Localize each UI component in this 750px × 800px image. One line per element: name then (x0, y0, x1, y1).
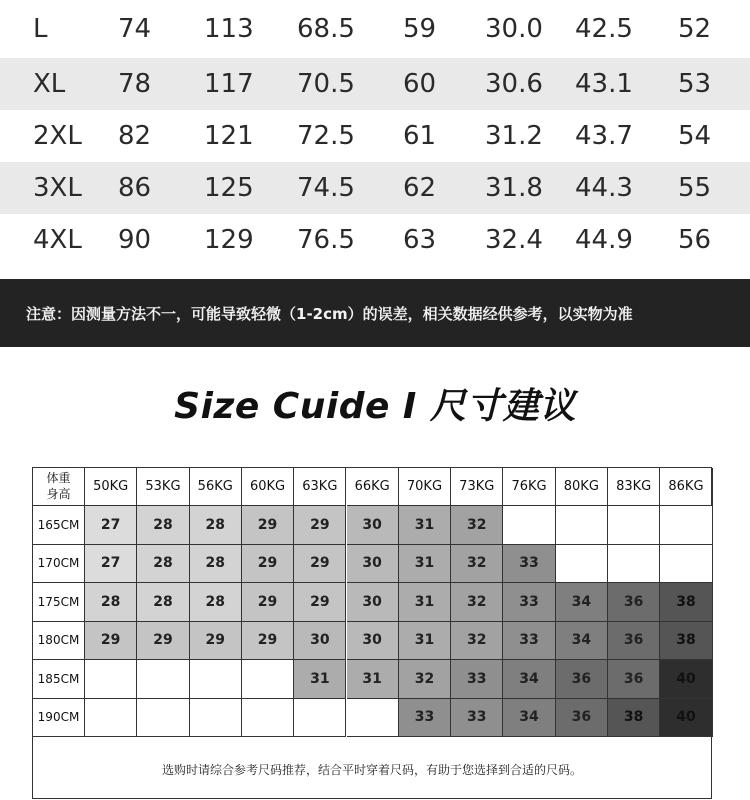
measurement-value: 59 (403, 14, 437, 44)
measurement-value: 61 (403, 121, 437, 151)
recommended-size-cell (503, 506, 555, 545)
measurement-value: 113 (204, 14, 254, 44)
recommended-size-cell: 34 (556, 622, 608, 661)
measurement-value: 78 (118, 69, 152, 99)
recommended-size-cell: 38 (660, 622, 712, 661)
size-label: 4XL (33, 225, 82, 255)
measurement-row (0, 214, 750, 266)
recommended-size-cell: 31 (347, 660, 399, 699)
measurement-value: 70.5 (297, 69, 355, 99)
measurement-value: 56 (678, 225, 712, 255)
weight-column-header: 50KG (85, 468, 137, 506)
recommended-size-cell: 30 (294, 622, 346, 661)
measurement-row (0, 58, 750, 110)
measurement-value: 72.5 (297, 121, 355, 151)
recommended-size-cell (608, 545, 660, 584)
recommended-size-cell (556, 545, 608, 584)
recommended-size-cell: 31 (294, 660, 346, 699)
size-label: XL (33, 69, 66, 99)
weight-column-header: 66KG (347, 468, 399, 506)
measurement-row (0, 110, 750, 162)
recommended-size-cell: 30 (347, 583, 399, 622)
weight-column-header: 53KG (137, 468, 189, 506)
height-row-header: 190CM (33, 699, 85, 738)
size-label: 3XL (33, 173, 82, 203)
recommended-size-cell: 31 (399, 622, 451, 661)
recommended-size-cell: 33 (451, 699, 503, 738)
recommended-size-cell: 28 (137, 506, 189, 545)
measurement-value: 52 (678, 14, 712, 44)
recommended-size-cell (242, 660, 294, 699)
weight-column-header: 80KG (556, 468, 608, 506)
recommended-size-cell (556, 506, 608, 545)
recommended-size-cell: 33 (503, 583, 555, 622)
recommended-size-cell: 29 (242, 545, 294, 584)
measurement-value: 43.1 (575, 69, 633, 99)
weight-column-header: 83KG (608, 468, 660, 506)
recommended-size-cell: 28 (137, 545, 189, 584)
weight-column-header: 60KG (242, 468, 294, 506)
weight-column-header: 56KG (190, 468, 242, 506)
height-row-header: 180CM (33, 622, 85, 661)
recommended-size-cell: 29 (294, 583, 346, 622)
measurement-value: 31.2 (485, 121, 543, 151)
recommended-size-cell (242, 699, 294, 738)
weight-column-header: 70KG (399, 468, 451, 506)
recommended-size-cell: 29 (294, 545, 346, 584)
measurement-value: 63 (403, 225, 437, 255)
recommended-size-cell (660, 545, 712, 584)
recommended-size-cell: 33 (503, 545, 555, 584)
recommended-size-cell: 36 (556, 699, 608, 738)
recommended-size-cell (608, 506, 660, 545)
recommended-size-cell (137, 660, 189, 699)
recommended-size-cell (190, 660, 242, 699)
measurement-value: 30.0 (485, 14, 543, 44)
measurement-value: 74.5 (297, 173, 355, 203)
recommended-size-cell: 28 (190, 583, 242, 622)
measurement-value: 53 (678, 69, 712, 99)
measurement-value: 32.4 (485, 225, 543, 255)
recommended-size-cell: 32 (451, 545, 503, 584)
weight-column-header: 76KG (503, 468, 555, 506)
recommended-size-cell: 33 (399, 699, 451, 738)
height-row-header: 170CM (33, 545, 85, 584)
measurement-value: 43.7 (575, 121, 633, 151)
recommended-size-cell: 36 (608, 660, 660, 699)
recommended-size-cell: 32 (399, 660, 451, 699)
measurement-note-banner (0, 279, 750, 347)
recommended-size-cell: 29 (242, 506, 294, 545)
weight-column-header: 73KG (451, 468, 503, 506)
recommended-size-cell: 36 (556, 660, 608, 699)
measurement-value: 117 (204, 69, 254, 99)
recommended-size-cell: 31 (399, 506, 451, 545)
recommended-size-cell: 29 (294, 506, 346, 545)
grid-corner-header (33, 468, 85, 506)
recommended-size-cell: 28 (190, 545, 242, 584)
recommended-size-cell: 30 (347, 506, 399, 545)
recommended-size-cell: 32 (451, 583, 503, 622)
recommended-size-cell (294, 699, 346, 738)
measurement-value: 82 (118, 121, 152, 151)
measurement-value: 44.3 (575, 173, 633, 203)
recommended-size-cell: 34 (503, 699, 555, 738)
recommended-size-cell: 34 (556, 583, 608, 622)
recommended-size-cell: 29 (137, 622, 189, 661)
measurement-value: 62 (403, 173, 437, 203)
recommended-size-cell: 38 (608, 699, 660, 738)
recommended-size-cell (85, 660, 137, 699)
recommended-size-cell: 38 (660, 583, 712, 622)
size-guide-footnote: 选购时请综合参考尺码推荐，结合平时穿着尺码，有助于您选择到合适的尺码。 (161, 762, 582, 777)
measurement-value: 74 (118, 14, 152, 44)
measurement-value: 121 (204, 121, 254, 151)
recommended-size-cell: 33 (451, 660, 503, 699)
recommended-size-cell: 28 (190, 506, 242, 545)
measurement-value: 76.5 (297, 225, 355, 255)
measurement-value: 42.5 (575, 14, 633, 44)
recommended-size-cell: 31 (399, 545, 451, 584)
recommended-size-cell: 30 (347, 545, 399, 584)
measurement-value: 30.6 (485, 69, 543, 99)
recommended-size-cell: 28 (137, 583, 189, 622)
measurement-row (0, 162, 750, 214)
measurement-table (0, 0, 750, 266)
measurement-value: 90 (118, 225, 152, 255)
measurement-value: 86 (118, 173, 152, 203)
measurement-value: 125 (204, 173, 254, 203)
recommended-size-cell: 29 (242, 622, 294, 661)
weight-column-header: 86KG (660, 468, 712, 506)
recommended-size-cell: 40 (660, 660, 712, 699)
measurement-value: 60 (403, 69, 437, 99)
size-label: 2XL (33, 121, 82, 151)
recommended-size-cell (85, 699, 137, 738)
recommended-size-cell (137, 699, 189, 738)
measurement-row (0, 0, 750, 58)
recommended-size-cell (190, 699, 242, 738)
height-row-header: 185CM (33, 660, 85, 699)
recommended-size-cell: 29 (242, 583, 294, 622)
recommended-size-cell (347, 699, 399, 738)
measurement-value: 31.8 (485, 173, 543, 203)
recommended-size-cell (660, 506, 712, 545)
measurement-value: 68.5 (297, 14, 355, 44)
measurement-value: 55 (678, 173, 712, 203)
measurement-note-text: 注意：因测量方法不一，可能导致轻微（1-2cm）的误差，相关数据经供参考，以实物为准 (26, 304, 633, 323)
recommended-size-cell: 27 (85, 545, 137, 584)
recommended-size-cell: 29 (85, 622, 137, 661)
recommended-size-cell: 40 (660, 699, 712, 738)
measurement-value: 129 (204, 225, 254, 255)
size-guide-title: Size Cuide Ⅰ 尺寸建议 (174, 386, 576, 427)
recommended-size-cell: 36 (608, 583, 660, 622)
height-row-header: 175CM (33, 583, 85, 622)
recommended-size-cell: 31 (399, 583, 451, 622)
recommended-size-cell: 27 (85, 506, 137, 545)
recommended-size-cell: 33 (503, 622, 555, 661)
size-guide-grid (32, 467, 712, 799)
recommended-size-cell: 30 (347, 622, 399, 661)
recommended-size-cell: 28 (85, 583, 137, 622)
recommended-size-cell: 29 (190, 622, 242, 661)
measurement-value: 44.9 (575, 225, 633, 255)
recommended-size-cell: 36 (608, 622, 660, 661)
weight-column-header: 63KG (294, 468, 346, 506)
corner-height-label: 身高 (46, 487, 71, 501)
size-label: L (33, 14, 48, 44)
corner-weight-label: 体重 (46, 471, 71, 485)
recommended-size-cell: 32 (451, 506, 503, 545)
height-row-header: 165CM (33, 506, 85, 545)
measurement-value: 54 (678, 121, 712, 151)
recommended-size-cell: 32 (451, 622, 503, 661)
recommended-size-cell: 34 (503, 660, 555, 699)
